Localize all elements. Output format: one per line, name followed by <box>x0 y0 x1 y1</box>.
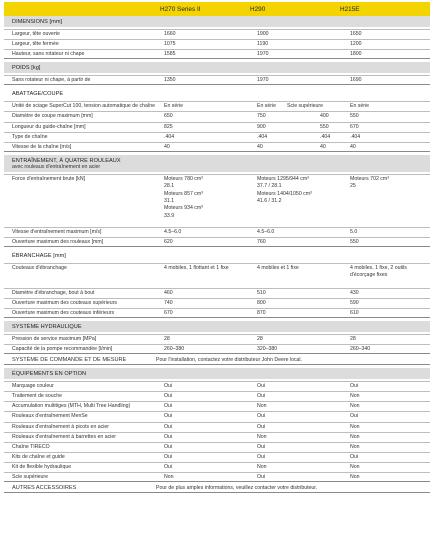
section-accessoires: AUTRES ACCESSOIRES Pour de plus amples informations, veuillez contacter votre distributeur. <box>12 485 318 492</box>
section-title-abattage: ABATTAGE/COUPE <box>12 91 64 98</box>
header-model-h215e: H215E <box>340 5 360 13</box>
knife-row: Couteaux d'ébranchage 4 mobiles, 1 flottant et 1 fixe 4 mobiles et 1 fixe 4 mobiles, 1 fixe, 2 outils d'écorçage fixes <box>12 265 407 278</box>
table-row: Chaîne TIRECO Oui Oui Non <box>12 443 360 450</box>
table-row: Largeur, tête fermée 1075 1190 1200 <box>12 41 362 48</box>
section-title: POIDS [kg] <box>12 65 41 72</box>
section-subtitle: avec rouleaux d'entraînement en acier <box>12 163 101 170</box>
table-row: Rouleaux d'entraînement MenSe Oui Oui Oui <box>12 413 359 420</box>
table-row: Rouleaux d'entraînement à barrettes en acier Oui Non Non <box>12 433 360 440</box>
force-h290: Moteurs 1295/944 cm³ 37.7 / 28.1 Moteurs 1404/1050 cm³ 41.6 / 31.2 <box>257 175 312 205</box>
section-entrainement <box>4 155 430 172</box>
table-row: Type de chaîne .404 .404 .404 .404 <box>12 133 361 140</box>
section-poids <box>4 62 430 73</box>
table-row: Unité de sciage SuperCut 100, tension automatique de chaîne En série En série Scie supérieure En série <box>12 103 370 110</box>
section-title: DIMENSIONS [mm] <box>12 19 63 25</box>
section-hydraulique <box>4 321 430 332</box>
table-row: Kits de chaîne et guide Oui Oui Oui <box>12 453 359 460</box>
table-row: Capacité de la pompe recommandée [l/min] 260–380 320–380 260–340 <box>12 346 371 353</box>
table-row: Marquage couleur Oui Oui Oui <box>12 383 359 390</box>
table-row: Pression de service maximum [MPa] 28 28 28 <box>12 335 356 342</box>
section-title: ÉQUIPEMENTS EN OPTION <box>12 371 87 378</box>
section-title: ENTRAÎNEMENT, À QUATRE ROULEAUX <box>12 157 121 164</box>
table-row: Diamètre de coupe maximum [mm] 650 750 400 550 <box>12 113 359 120</box>
force-h270: Moteurs 780 cm³ 28.1 Moteurs 857 cm³ 31.1 Moteurs 934 cm³ 33.9 <box>164 175 203 219</box>
table-row: Vitesse de la chaîne [m/s] 40 40 40 40 <box>12 143 356 150</box>
table-row: Kit de flexible hydraulique Oui Non Non <box>12 463 360 470</box>
table-row: Longueur du guide-chaîne [mm] 825 900 550 670 <box>12 123 359 130</box>
table-row: Scie supérieure Non Oui Non <box>12 473 360 480</box>
header-model-h270: H270 Series II <box>160 5 201 13</box>
table-row: Accumulation multitiges (MTH, Multi Tree Handling) Oui Non Non <box>12 403 360 410</box>
table-row: Traitement de souche Oui Oui Non <box>12 393 360 400</box>
table-row: Sans rotateur ni chape, à partir de 1350 1970 1690 <box>12 77 362 84</box>
table-row: Hauteur, sans rotateur ni chape 1585 1970 1800 <box>12 51 362 58</box>
table-row: Ouverture maximum des couteaux supérieurs 740 800 590 <box>12 299 359 306</box>
section-title: SYSTÈME HYDRAULIQUE <box>12 323 82 330</box>
section-title-ebranchage: ÉBRANCHAGE [mm] <box>12 253 66 260</box>
section-commande: SYSTÈME DE COMMANDE ET DE MESURE Pour l'installation, contactez votre distributeur John Deere local. <box>12 357 303 364</box>
force-row: Force d'entraînement brute [kN] Moteurs 780 cm³ 28.1 Moteurs 857 cm³ 31.1 Moteurs 934 cm³ 33.9 Moteurs 1295/944 cm³ 37.7 / 28.1 Moteurs 1404/1050 cm³ 41.6 / 31.2 Moteurs 702 cm³ 25 <box>4 175 430 220</box>
table-row: Largeur, tête ouverte 1660 1900 1650 <box>12 31 362 37</box>
table-row: Rouleaux d'entraînement à picots en acier Oui Oui Non <box>12 423 360 430</box>
table-row: Diamètre d'ébranchage, bout à bout 460 510 430 <box>12 289 359 296</box>
table-row: Ouverture maximum des couteaux inférieurs 670 870 610 <box>12 309 359 316</box>
section-dimensions <box>4 16 430 27</box>
table-row: Ouverture maximum des rouleaux [mm] 620 760 550 <box>12 239 359 246</box>
force-h215e: Moteurs 702 cm³ 25 <box>350 175 389 190</box>
section-equipements <box>4 368 430 379</box>
table-row: Vitesse d'entraînement maximum [m/s] 4.5–6.0 4.5–6.0 5.0 <box>12 229 358 236</box>
model-header <box>4 2 430 16</box>
header-model-h290: H290 <box>250 5 266 13</box>
